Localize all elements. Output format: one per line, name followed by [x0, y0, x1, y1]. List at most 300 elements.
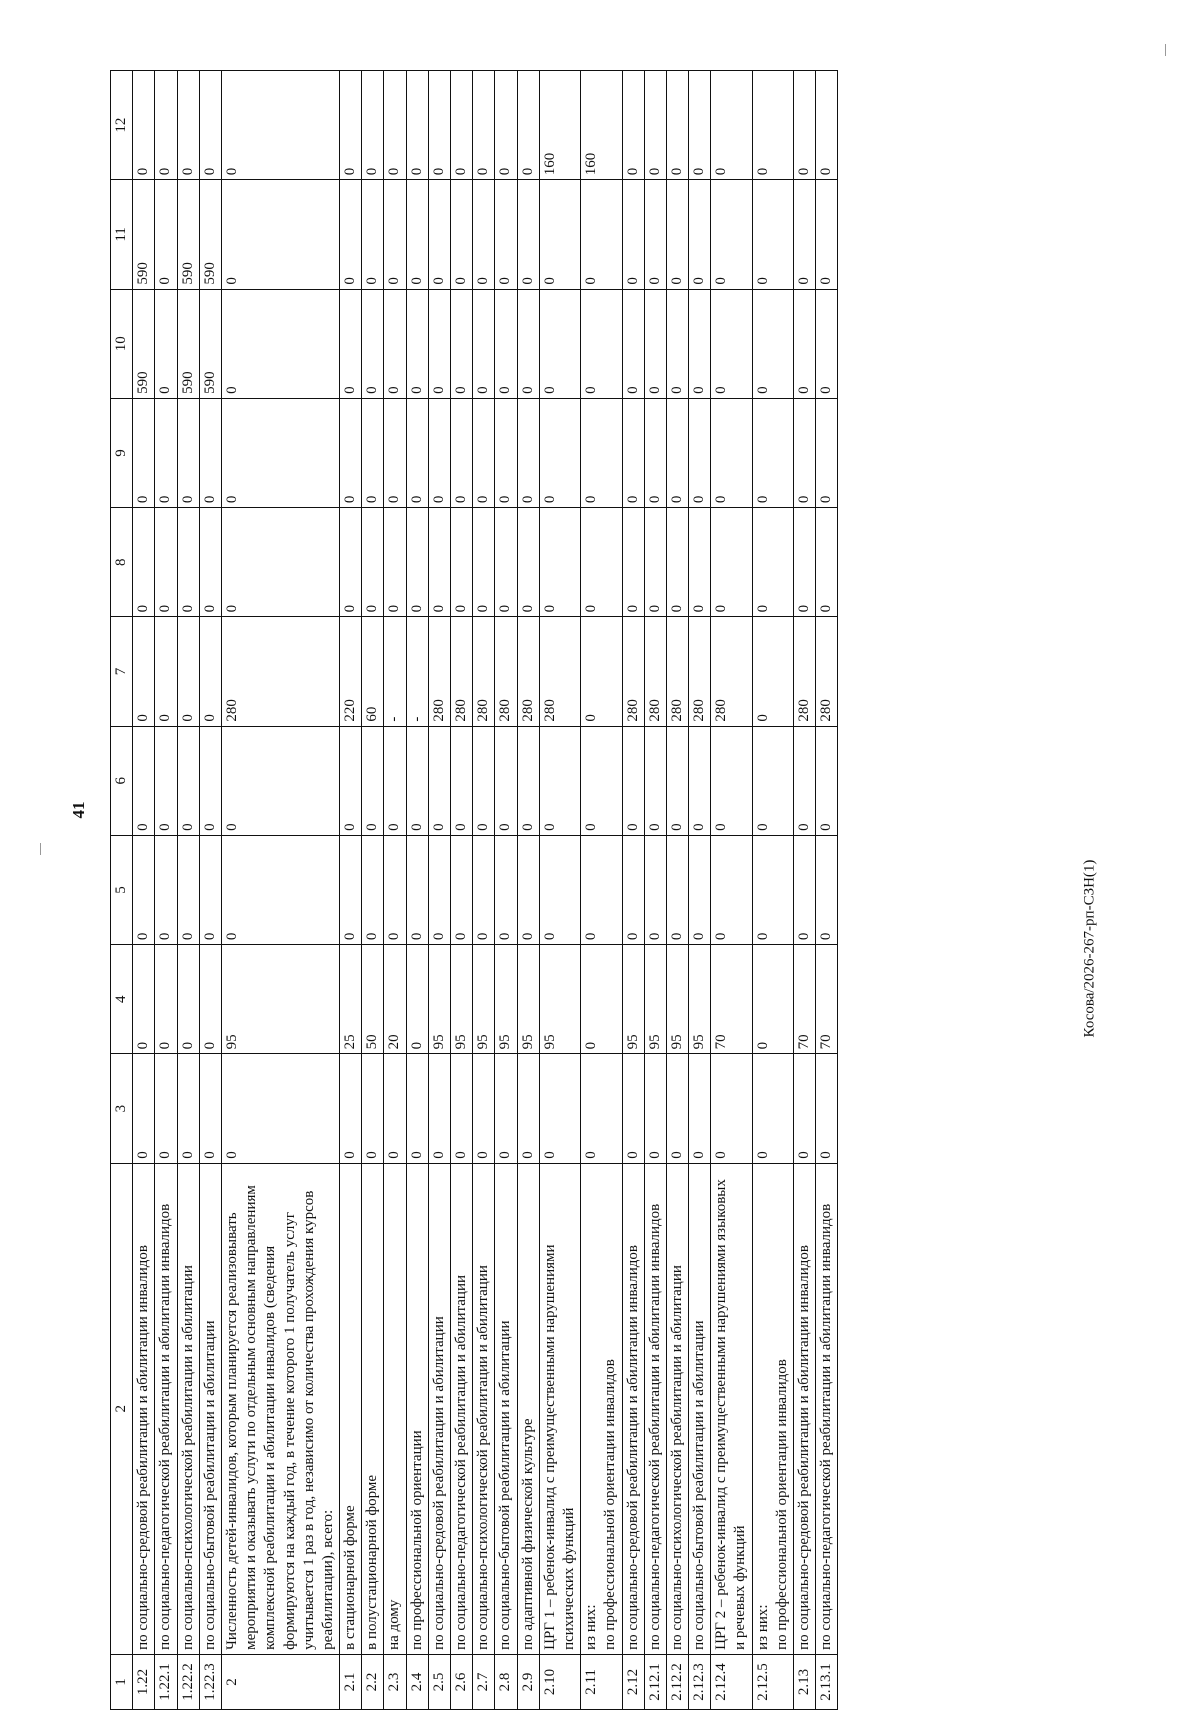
row-value-col-9: 0	[177, 398, 199, 507]
row-value-col-10: 0	[495, 289, 517, 398]
row-value-col-12: 160	[581, 71, 622, 180]
row-value-col-8: 0	[711, 508, 752, 617]
row-value-col-10: 0	[155, 289, 177, 398]
row-value-col-3: 0	[340, 1054, 362, 1163]
row-value-col-8: 0	[473, 508, 495, 617]
row-value-col-3: 0	[495, 1054, 517, 1163]
row-value-col-4: 0	[133, 945, 155, 1054]
row-value-col-12: 0	[451, 71, 473, 180]
row-value-col-4: 50	[362, 945, 384, 1054]
row-value-col-11: 0	[622, 180, 644, 289]
table-body	[133, 71, 838, 1710]
row-value-col-6: 0	[451, 726, 473, 835]
edge-mark-left	[40, 843, 41, 855]
row-value-col-3: 0	[752, 1054, 793, 1163]
row-value-col-5: 0	[816, 835, 838, 944]
row-value-col-7: 0	[177, 617, 199, 726]
row-value-col-7: 280	[711, 617, 752, 726]
row-value-col-3: 0	[517, 1054, 539, 1163]
row-value-col-12: 0	[752, 71, 793, 180]
row-value-col-9: 0	[622, 398, 644, 507]
row-value-col-6: 0	[221, 726, 339, 835]
row-value-col-9: 0	[517, 398, 539, 507]
row-value-col-12: 0	[155, 71, 177, 180]
row-value-col-3: 0	[644, 1054, 666, 1163]
row-value-col-3: 0	[539, 1054, 580, 1163]
row-value-col-11: 0	[581, 180, 622, 289]
row-value-col-4: 0	[752, 945, 793, 1054]
table-row	[711, 71, 752, 1710]
row-value-col-10: 590	[199, 289, 221, 398]
row-value-col-3: 0	[666, 1054, 688, 1163]
row-value-col-7: 0	[133, 617, 155, 726]
table-row	[666, 71, 688, 1710]
row-value-col-12: 0	[495, 71, 517, 180]
column-header-4: 4	[111, 945, 133, 1054]
row-value-col-11: 0	[689, 180, 711, 289]
table-row	[622, 71, 644, 1710]
row-description: по социально-педагогической реабилитации и абилитации	[451, 1163, 473, 1654]
table-row	[451, 71, 473, 1710]
row-value-col-11: 0	[384, 180, 406, 289]
row-value-col-11: 0	[666, 180, 688, 289]
row-value-col-5: 0	[384, 835, 406, 944]
row-value-col-10: 0	[794, 289, 816, 398]
row-value-col-10: 0	[473, 289, 495, 398]
row-value-col-3: 0	[816, 1054, 838, 1163]
row-value-col-6: 0	[155, 726, 177, 835]
row-value-col-3: 0	[362, 1054, 384, 1163]
row-value-col-8: 0	[177, 508, 199, 617]
column-header-5: 5	[111, 835, 133, 944]
row-value-col-5: 0	[451, 835, 473, 944]
row-value-col-7: -	[384, 617, 406, 726]
row-value-col-7: 280	[794, 617, 816, 726]
rotated-table-container	[110, 70, 1000, 1710]
column-header-2: 2	[111, 1163, 133, 1654]
row-value-col-11: 0	[362, 180, 384, 289]
row-value-col-9: 0	[451, 398, 473, 507]
table-row	[177, 71, 199, 1710]
row-number: 2.12.1	[644, 1654, 666, 1709]
row-value-col-12: 0	[517, 71, 539, 180]
row-value-col-12: 0	[644, 71, 666, 180]
row-value-col-4: 95	[539, 945, 580, 1054]
row-value-col-3: 0	[199, 1054, 221, 1163]
row-value-col-6: 0	[199, 726, 221, 835]
row-value-col-5: 0	[362, 835, 384, 944]
row-number: 1.22	[133, 1654, 155, 1709]
row-value-col-3: 0	[473, 1054, 495, 1163]
row-value-col-9: 0	[752, 398, 793, 507]
row-value-col-5: 0	[133, 835, 155, 944]
row-value-col-9: 0	[495, 398, 517, 507]
row-value-col-10: 0	[362, 289, 384, 398]
row-value-col-5: 0	[199, 835, 221, 944]
row-number: 2.2	[362, 1654, 384, 1709]
table-row	[495, 71, 517, 1710]
row-value-col-4: 95	[517, 945, 539, 1054]
row-description: по социально-педагогической реабилитации и абилитации инвалидов	[816, 1163, 838, 1654]
row-number: 2.12.2	[666, 1654, 688, 1709]
table-row	[155, 71, 177, 1710]
table-row	[428, 71, 450, 1710]
row-value-col-3: 0	[581, 1054, 622, 1163]
row-value-col-6: 0	[666, 726, 688, 835]
row-value-col-11: 590	[177, 180, 199, 289]
row-value-col-8: 0	[581, 508, 622, 617]
row-number: 2.9	[517, 1654, 539, 1709]
row-description: по социально-психологической реабилитации и абилитации	[177, 1163, 199, 1654]
row-value-col-9: 0	[581, 398, 622, 507]
row-value-col-9: 0	[362, 398, 384, 507]
row-value-col-7: 0	[752, 617, 793, 726]
table-area	[110, 70, 1000, 1710]
row-value-col-3: 0	[133, 1054, 155, 1163]
row-value-col-4: 0	[406, 945, 428, 1054]
page-number: 41	[69, 801, 88, 819]
row-value-col-4: 20	[384, 945, 406, 1054]
row-value-col-10: 0	[581, 289, 622, 398]
row-value-col-4: 0	[581, 945, 622, 1054]
row-value-col-5: 0	[517, 835, 539, 944]
row-value-col-12: 0	[428, 71, 450, 180]
row-value-col-12: 0	[384, 71, 406, 180]
table-row	[644, 71, 666, 1710]
row-value-col-3: 0	[177, 1054, 199, 1163]
row-value-col-7: 280	[644, 617, 666, 726]
row-value-col-5: 0	[644, 835, 666, 944]
row-description: по социально-психологической реабилитации и абилитации	[473, 1163, 495, 1654]
row-value-col-4: 95	[622, 945, 644, 1054]
row-value-col-12: 160	[539, 71, 580, 180]
row-value-col-6: 0	[711, 726, 752, 835]
row-value-col-11: 590	[199, 180, 221, 289]
row-value-col-9: 0	[689, 398, 711, 507]
row-value-col-11: 0	[816, 180, 838, 289]
row-value-col-10: 0	[428, 289, 450, 398]
row-value-col-11: 0	[340, 180, 362, 289]
row-value-col-11: 0	[155, 180, 177, 289]
row-value-col-4: 95	[221, 945, 339, 1054]
row-value-col-7: 280	[622, 617, 644, 726]
row-value-col-8: 0	[539, 508, 580, 617]
row-value-col-7: 280	[428, 617, 450, 726]
row-value-col-10: 0	[517, 289, 539, 398]
column-header-1: 1	[111, 1654, 133, 1709]
row-value-col-5: 0	[495, 835, 517, 944]
row-value-col-6: 0	[581, 726, 622, 835]
row-value-col-9: 0	[539, 398, 580, 507]
row-value-col-5: 0	[666, 835, 688, 944]
row-value-col-10: 590	[177, 289, 199, 398]
table-row	[794, 71, 816, 1710]
row-description: из них: по профессиональной ориентации инвалидов	[581, 1163, 622, 1654]
table-row	[340, 71, 362, 1710]
column-header-12: 12	[111, 71, 133, 180]
row-value-col-6: 0	[428, 726, 450, 835]
row-value-col-6: 0	[689, 726, 711, 835]
row-description: по социально-психологической реабилитации и абилитации	[666, 1163, 688, 1654]
row-value-col-4: 70	[711, 945, 752, 1054]
row-value-col-6: 0	[177, 726, 199, 835]
row-value-col-5: 0	[711, 835, 752, 944]
row-value-col-8: 0	[794, 508, 816, 617]
row-value-col-8: 0	[155, 508, 177, 617]
row-value-col-8: 0	[384, 508, 406, 617]
row-description: на дому	[384, 1163, 406, 1654]
row-description: по социально-средовой реабилитации и абилитации инвалидов	[133, 1163, 155, 1654]
row-number: 2.10	[539, 1654, 580, 1709]
row-value-col-9: 0	[816, 398, 838, 507]
row-value-col-5: 0	[155, 835, 177, 944]
row-value-col-12: 0	[816, 71, 838, 180]
row-value-col-7: 280	[539, 617, 580, 726]
row-value-col-10: 0	[689, 289, 711, 398]
row-value-col-11: 0	[539, 180, 580, 289]
row-value-col-5: 0	[622, 835, 644, 944]
row-value-col-11: 0	[517, 180, 539, 289]
row-value-col-9: 0	[155, 398, 177, 507]
row-value-col-6: 0	[362, 726, 384, 835]
row-description: по социально-средовой реабилитации и абилитации	[428, 1163, 450, 1654]
row-number: 2.3	[384, 1654, 406, 1709]
row-value-col-5: 0	[221, 835, 339, 944]
row-value-col-6: 0	[340, 726, 362, 835]
row-value-col-7: 60	[362, 617, 384, 726]
row-value-col-12: 0	[133, 71, 155, 180]
row-value-col-8: 0	[428, 508, 450, 617]
row-value-col-9: 0	[644, 398, 666, 507]
edge-mark-top	[1165, 44, 1166, 56]
row-value-col-8: 0	[199, 508, 221, 617]
row-value-col-7: 220	[340, 617, 362, 726]
row-description: по социально-средовой реабилитации и абилитации инвалидов	[794, 1163, 816, 1654]
row-value-col-6: 0	[644, 726, 666, 835]
row-value-col-11: 0	[495, 180, 517, 289]
row-description: ЦРГ 2 – ребенок-инвалид с преимущественными нарушениями языковых и речевых функций	[711, 1163, 752, 1654]
row-value-col-10: 0	[622, 289, 644, 398]
row-value-col-9: 0	[384, 398, 406, 507]
row-value-col-7: 0	[581, 617, 622, 726]
row-value-col-10: 0	[752, 289, 793, 398]
table-row	[581, 71, 622, 1710]
row-value-col-5: 0	[581, 835, 622, 944]
row-value-col-4: 25	[340, 945, 362, 1054]
column-header-11: 11	[111, 180, 133, 289]
row-value-col-6: 0	[539, 726, 580, 835]
row-value-col-7: 280	[451, 617, 473, 726]
table-row	[473, 71, 495, 1710]
row-value-col-9: 0	[428, 398, 450, 507]
table-row	[384, 71, 406, 1710]
row-value-col-9: 0	[133, 398, 155, 507]
row-value-col-10: 0	[221, 289, 339, 398]
row-value-col-6: 0	[517, 726, 539, 835]
row-value-col-3: 0	[451, 1054, 473, 1163]
row-value-col-4: 95	[428, 945, 450, 1054]
row-value-col-10: 590	[133, 289, 155, 398]
row-value-col-11: 0	[221, 180, 339, 289]
row-value-col-4: 70	[816, 945, 838, 1054]
row-value-col-8: 0	[666, 508, 688, 617]
row-value-col-11: 0	[644, 180, 666, 289]
row-number: 2.8	[495, 1654, 517, 1709]
row-value-col-5: 0	[177, 835, 199, 944]
row-number: 2.12	[622, 1654, 644, 1709]
column-header-7: 7	[111, 617, 133, 726]
table-row	[221, 71, 339, 1710]
table-header-row	[111, 71, 133, 1710]
table-row	[539, 71, 580, 1710]
row-value-col-8: 0	[495, 508, 517, 617]
row-value-col-4: 0	[199, 945, 221, 1054]
row-value-col-8: 0	[406, 508, 428, 617]
row-description: по социально-бытовой реабилитации и абилитации	[495, 1163, 517, 1654]
row-value-col-4: 95	[495, 945, 517, 1054]
row-value-col-11: 0	[752, 180, 793, 289]
row-value-col-3: 0	[155, 1054, 177, 1163]
row-value-col-4: 95	[473, 945, 495, 1054]
row-description: по социально-педагогической реабилитации и абилитации инвалидов	[155, 1163, 177, 1654]
row-value-col-12: 0	[622, 71, 644, 180]
row-value-col-3: 0	[428, 1054, 450, 1163]
row-value-col-7: -	[406, 617, 428, 726]
table-row	[362, 71, 384, 1710]
row-value-col-10: 0	[816, 289, 838, 398]
row-value-col-12: 0	[221, 71, 339, 180]
row-value-col-12: 0	[406, 71, 428, 180]
row-value-col-8: 0	[622, 508, 644, 617]
row-value-col-5: 0	[752, 835, 793, 944]
row-description: по социально-средовой реабилитации и абилитации инвалидов	[622, 1163, 644, 1654]
row-number: 2	[221, 1654, 339, 1709]
row-number: 2.4	[406, 1654, 428, 1709]
column-header-6: 6	[111, 726, 133, 835]
row-value-col-9: 0	[473, 398, 495, 507]
table-row	[133, 71, 155, 1710]
row-value-col-4: 95	[666, 945, 688, 1054]
row-value-col-12: 0	[794, 71, 816, 180]
row-value-col-8: 0	[752, 508, 793, 617]
row-value-col-9: 0	[340, 398, 362, 507]
column-header-9: 9	[111, 398, 133, 507]
row-value-col-7: 280	[221, 617, 339, 726]
row-value-col-9: 0	[221, 398, 339, 507]
row-value-col-7: 280	[495, 617, 517, 726]
table-row	[689, 71, 711, 1710]
row-value-col-7: 280	[689, 617, 711, 726]
row-number: 1.22.2	[177, 1654, 199, 1709]
row-value-col-4: 95	[451, 945, 473, 1054]
row-value-col-11: 0	[794, 180, 816, 289]
row-value-col-6: 0	[794, 726, 816, 835]
table-row	[752, 71, 793, 1710]
row-value-col-5: 0	[428, 835, 450, 944]
row-value-col-8: 0	[644, 508, 666, 617]
row-value-col-6: 0	[752, 726, 793, 835]
row-value-col-7: 0	[199, 617, 221, 726]
row-value-col-11: 0	[473, 180, 495, 289]
row-value-col-6: 0	[622, 726, 644, 835]
row-value-col-4: 0	[155, 945, 177, 1054]
column-header-3: 3	[111, 1054, 133, 1163]
row-value-col-5: 0	[689, 835, 711, 944]
row-value-col-10: 0	[666, 289, 688, 398]
row-description: по социально-бытовой реабилитации и абилитации	[199, 1163, 221, 1654]
table-row	[517, 71, 539, 1710]
row-value-col-11: 590	[133, 180, 155, 289]
row-value-col-4: 95	[689, 945, 711, 1054]
row-value-col-6: 0	[384, 726, 406, 835]
row-value-col-4: 95	[644, 945, 666, 1054]
row-value-col-3: 0	[689, 1054, 711, 1163]
data-table	[110, 70, 838, 1710]
row-description: по адаптивной физической культуре	[517, 1163, 539, 1654]
row-value-col-5: 0	[473, 835, 495, 944]
table-row	[406, 71, 428, 1710]
row-value-col-8: 0	[689, 508, 711, 617]
row-number: 2.12.3	[689, 1654, 711, 1709]
row-value-col-10: 0	[711, 289, 752, 398]
row-value-col-6: 0	[133, 726, 155, 835]
row-description: в стационарной форме	[340, 1163, 362, 1654]
row-value-col-5: 0	[539, 835, 580, 944]
row-number: 2.7	[473, 1654, 495, 1709]
row-number: 1.22.1	[155, 1654, 177, 1709]
column-header-10: 10	[111, 289, 133, 398]
row-value-col-8: 0	[340, 508, 362, 617]
row-value-col-12: 0	[199, 71, 221, 180]
row-value-col-4: 70	[794, 945, 816, 1054]
row-description: по социально-педагогической реабилитации и абилитации инвалидов	[644, 1163, 666, 1654]
row-value-col-12: 0	[177, 71, 199, 180]
row-value-col-12: 0	[689, 71, 711, 180]
row-value-col-10: 0	[406, 289, 428, 398]
column-header-8: 8	[111, 508, 133, 617]
row-number: 1.22.3	[199, 1654, 221, 1709]
row-number: 2.13	[794, 1654, 816, 1709]
row-value-col-6: 0	[495, 726, 517, 835]
row-value-col-9: 0	[794, 398, 816, 507]
row-value-col-4: 0	[177, 945, 199, 1054]
row-value-col-9: 0	[711, 398, 752, 507]
row-value-col-11: 0	[406, 180, 428, 289]
row-value-col-10: 0	[644, 289, 666, 398]
row-value-col-7: 280	[517, 617, 539, 726]
row-description: из них: по профессиональной ориентации инвалидов	[752, 1163, 793, 1654]
row-value-col-5: 0	[406, 835, 428, 944]
table-row	[199, 71, 221, 1710]
row-value-col-8: 0	[451, 508, 473, 617]
row-value-col-8: 0	[221, 508, 339, 617]
row-value-col-6: 0	[473, 726, 495, 835]
row-number: 2.6	[451, 1654, 473, 1709]
row-value-col-3: 0	[711, 1054, 752, 1163]
row-description: в полустационарной форме	[362, 1163, 384, 1654]
row-value-col-6: 0	[406, 726, 428, 835]
row-value-col-8: 0	[517, 508, 539, 617]
row-value-col-8: 0	[133, 508, 155, 617]
row-value-col-3: 0	[794, 1054, 816, 1163]
row-number: 2.13.1	[816, 1654, 838, 1709]
row-number: 2.12.5	[752, 1654, 793, 1709]
row-value-col-3: 0	[622, 1054, 644, 1163]
row-value-col-8: 0	[816, 508, 838, 617]
row-value-col-6: 0	[816, 726, 838, 835]
row-value-col-9: 0	[199, 398, 221, 507]
row-value-col-10: 0	[340, 289, 362, 398]
